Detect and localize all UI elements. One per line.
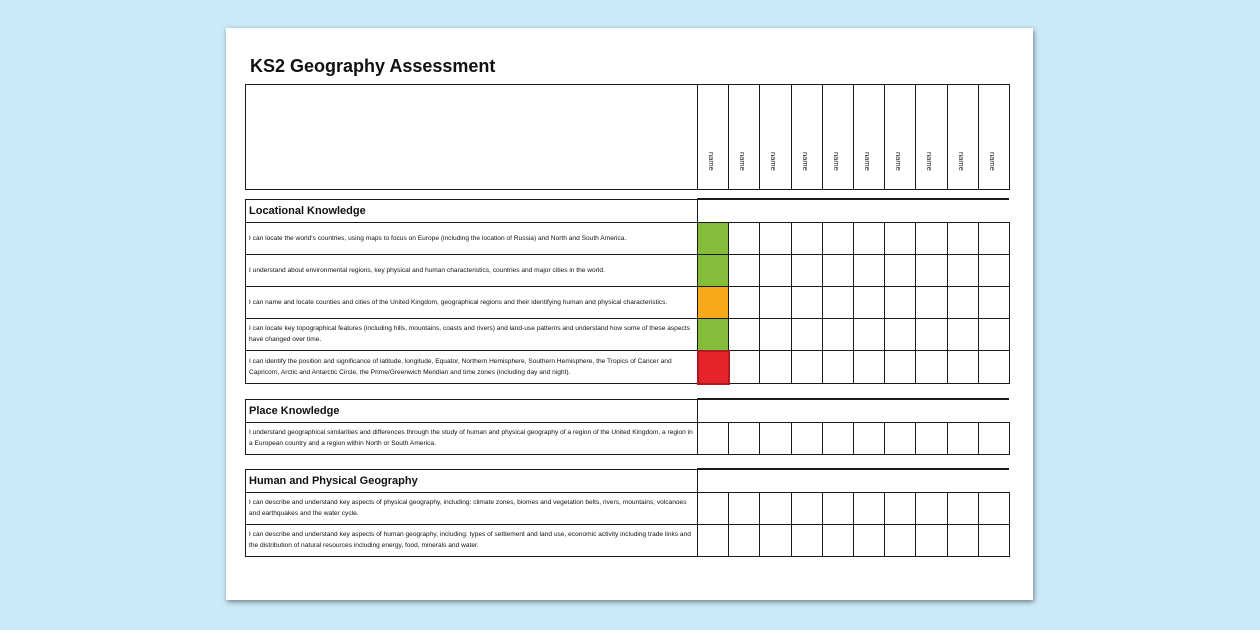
assessment-statement: I can locate key topographical features (including hills, mountains, coasts and rivers) and land-use patterns and understand how some of these aspects have changed over time. bbox=[246, 318, 698, 351]
name-label: name bbox=[738, 152, 748, 171]
rating-cell[interactable] bbox=[978, 524, 1009, 556]
rating-cell[interactable] bbox=[885, 318, 916, 351]
rating-cell[interactable] bbox=[853, 222, 884, 254]
rating-cell[interactable] bbox=[698, 286, 729, 318]
rating-cell[interactable] bbox=[760, 222, 791, 254]
rating-cell[interactable] bbox=[978, 318, 1009, 351]
section-heading-bar bbox=[698, 399, 1010, 422]
name-column-header[interactable] bbox=[853, 85, 884, 190]
name-column-header[interactable] bbox=[885, 85, 916, 190]
rating-cell[interactable] bbox=[916, 286, 947, 318]
name-label: name bbox=[894, 152, 904, 171]
rating-cell[interactable] bbox=[822, 492, 853, 524]
rating-cell[interactable] bbox=[729, 254, 760, 286]
rating-cell[interactable] bbox=[947, 422, 978, 454]
rating-cell[interactable] bbox=[729, 524, 760, 556]
rating-cell[interactable] bbox=[916, 318, 947, 351]
table-row bbox=[246, 524, 1010, 556]
name-column-header[interactable] bbox=[947, 85, 978, 190]
rating-cell[interactable] bbox=[822, 422, 853, 454]
rating-cell[interactable] bbox=[978, 492, 1009, 524]
rating-cell[interactable] bbox=[853, 318, 884, 351]
name-label: name bbox=[925, 152, 935, 171]
assessment-statement: I can locate the world's countries, using maps to focus on Europe (including the location of Russia) and North and South America. bbox=[246, 222, 698, 254]
name-label: name bbox=[707, 152, 717, 171]
rating-cell[interactable] bbox=[853, 286, 884, 318]
rating-cell[interactable] bbox=[947, 254, 978, 286]
name-column-header[interactable] bbox=[698, 85, 729, 190]
rating-cell[interactable] bbox=[885, 422, 916, 454]
rating-cell[interactable] bbox=[822, 254, 853, 286]
table-row bbox=[246, 318, 1010, 351]
rating-cell[interactable] bbox=[698, 524, 729, 556]
section-table bbox=[245, 398, 1010, 455]
section-heading: Human and Physical Geography bbox=[246, 469, 698, 492]
section-heading-bar bbox=[698, 199, 1010, 222]
name-label: name bbox=[863, 152, 873, 171]
rating-cell[interactable] bbox=[760, 524, 791, 556]
rating-cell[interactable] bbox=[760, 492, 791, 524]
rating-cell[interactable] bbox=[947, 524, 978, 556]
name-label: name bbox=[800, 152, 810, 171]
name-column-header[interactable] bbox=[729, 85, 760, 190]
rating-cell[interactable] bbox=[885, 492, 916, 524]
assessment-sheet bbox=[226, 28, 1033, 600]
rating-cell[interactable] bbox=[853, 492, 884, 524]
assessment-statement: I can describe and understand key aspects of physical geography, including: climate zones, biomes and vegetation belts, rivers, mountains, volcanoes and earthquakes and the water cycle. bbox=[246, 492, 698, 524]
rating-cell[interactable] bbox=[822, 524, 853, 556]
rating-cell[interactable] bbox=[729, 318, 760, 351]
name-column-header[interactable] bbox=[916, 85, 947, 190]
rating-cell[interactable] bbox=[947, 286, 978, 318]
rating-cell[interactable] bbox=[947, 222, 978, 254]
rating-cell[interactable] bbox=[729, 422, 760, 454]
rating-cell[interactable] bbox=[916, 422, 947, 454]
section-table bbox=[245, 198, 1010, 385]
rating-cell[interactable] bbox=[885, 524, 916, 556]
assessment-statement: I can name and locate counties and cities of the United Kingdom, geographical regions and their identifying human and physical characteristics. bbox=[246, 286, 698, 318]
name-column-header[interactable] bbox=[760, 85, 791, 190]
rating-cell[interactable] bbox=[947, 318, 978, 351]
rating-cell[interactable] bbox=[791, 524, 822, 556]
rating-cell[interactable] bbox=[760, 286, 791, 318]
rating-cell[interactable] bbox=[698, 318, 729, 351]
rating-cell[interactable] bbox=[947, 492, 978, 524]
rating-cell[interactable] bbox=[698, 351, 729, 384]
rating-cell[interactable] bbox=[853, 524, 884, 556]
rating-cell[interactable] bbox=[916, 254, 947, 286]
name-column-header[interactable] bbox=[978, 85, 1009, 190]
rating-cell[interactable] bbox=[791, 422, 822, 454]
rating-cell[interactable] bbox=[760, 422, 791, 454]
rating-cell[interactable] bbox=[978, 222, 1009, 254]
rating-cell[interactable] bbox=[947, 351, 978, 384]
rating-cell[interactable] bbox=[978, 286, 1009, 318]
rating-cell[interactable] bbox=[791, 286, 822, 318]
name-column-header[interactable] bbox=[791, 85, 822, 190]
rating-cell[interactable] bbox=[791, 351, 822, 384]
rating-cell[interactable] bbox=[885, 351, 916, 384]
section-heading: Place Knowledge bbox=[246, 399, 698, 422]
rating-cell[interactable] bbox=[916, 524, 947, 556]
rating-cell[interactable] bbox=[760, 351, 791, 384]
rating-cell[interactable] bbox=[822, 286, 853, 318]
rating-cell[interactable] bbox=[853, 254, 884, 286]
name-label: name bbox=[831, 152, 841, 171]
table-row bbox=[246, 351, 1010, 384]
rating-cell[interactable] bbox=[853, 351, 884, 384]
rating-cell[interactable] bbox=[978, 254, 1009, 286]
rating-cell[interactable] bbox=[791, 492, 822, 524]
rating-cell[interactable] bbox=[698, 492, 729, 524]
name-label: name bbox=[769, 152, 779, 171]
rating-cell[interactable] bbox=[822, 318, 853, 351]
table-row bbox=[246, 286, 1010, 318]
table-row bbox=[246, 422, 1010, 454]
rating-cell[interactable] bbox=[791, 222, 822, 254]
rating-cell[interactable] bbox=[916, 222, 947, 254]
rating-cell[interactable] bbox=[791, 254, 822, 286]
rating-cell[interactable] bbox=[822, 222, 853, 254]
rating-cell[interactable] bbox=[885, 222, 916, 254]
rating-cell[interactable] bbox=[729, 351, 760, 384]
assessment-statement: I understand about environmental regions, key physical and human characteristics, countries and major cities in the world. bbox=[246, 254, 698, 286]
name-header-table bbox=[245, 84, 1010, 190]
rating-cell[interactable] bbox=[729, 492, 760, 524]
rating-cell[interactable] bbox=[698, 222, 729, 254]
rating-cell[interactable] bbox=[885, 286, 916, 318]
rating-cell[interactable] bbox=[729, 286, 760, 318]
rating-cell[interactable] bbox=[916, 492, 947, 524]
assessment-statement: I understand geographical similarities and differences through the study of human and physical geography of a region of the United Kingdom, a region in a European country and a region within North or South America. bbox=[246, 422, 698, 454]
rating-cell[interactable] bbox=[916, 351, 947, 384]
name-label: name bbox=[987, 152, 997, 171]
rating-cell[interactable] bbox=[760, 254, 791, 286]
rating-cell[interactable] bbox=[791, 318, 822, 351]
section-heading-bar bbox=[698, 469, 1010, 492]
assessment-statement: I can identify the position and significance of latitude, longitude, Equator, Northern Hemisphere, Southern Hemisphere, the Tropics of Cancer and Capricorn, Arctic and Antarctic Circle, the Prime/Greenwich Meridian and time zones (including day and night). bbox=[246, 351, 698, 384]
rating-cell[interactable] bbox=[822, 351, 853, 384]
page-title: KS2 Geography Assessment bbox=[250, 56, 496, 76]
name-column-header[interactable] bbox=[822, 85, 853, 190]
rating-cell[interactable] bbox=[853, 422, 884, 454]
name-label: name bbox=[956, 152, 966, 171]
rating-cell[interactable] bbox=[978, 422, 1009, 454]
assessment-statement: I can describe and understand key aspects of human geography, including: types of settlement and land use, economic activity including trade links and the distribution of natural resources including energy, food, minerals and water. bbox=[246, 524, 698, 556]
rating-cell[interactable] bbox=[885, 254, 916, 286]
table-row bbox=[246, 254, 1010, 286]
table-row bbox=[246, 492, 1010, 524]
rating-cell[interactable] bbox=[698, 254, 729, 286]
section-table bbox=[245, 468, 1010, 557]
rating-cell[interactable] bbox=[978, 351, 1009, 384]
rating-cell[interactable] bbox=[729, 222, 760, 254]
rating-cell[interactable] bbox=[760, 318, 791, 351]
section-heading: Locational Knowledge bbox=[246, 199, 698, 222]
header-blank-cell bbox=[246, 85, 698, 190]
table-row bbox=[246, 222, 1010, 254]
rating-cell[interactable] bbox=[698, 422, 729, 454]
